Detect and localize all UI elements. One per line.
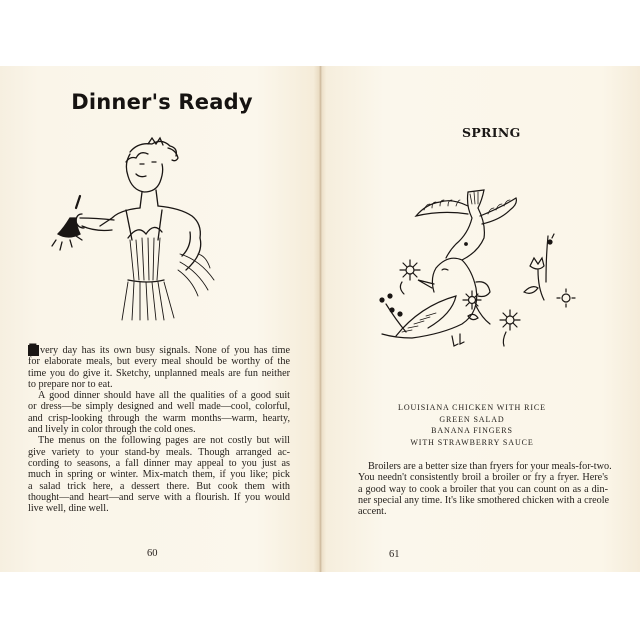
birds-and-flowers-illustration bbox=[372, 186, 582, 366]
flower-1 bbox=[400, 260, 420, 294]
paragraph: Broilers are a better size than fryers for your meals-for-two. You needn't consistently broil a broiler or fry a fryer. Here's a good way to cook a broiler that you can count on as a din- ner special any time. It's like smothered chicken with a creole accent. bbox=[358, 461, 612, 518]
woman-ringing-bell-illustration bbox=[30, 134, 270, 324]
flower-3 bbox=[500, 310, 520, 346]
flower-4 bbox=[524, 234, 575, 307]
recipe-intro-text bbox=[358, 461, 612, 518]
section-heading: SPRING bbox=[462, 125, 521, 140]
menu-item: BANANA FINGERS bbox=[431, 426, 513, 435]
menu-list bbox=[322, 402, 622, 448]
paragraph-1: E very day has its own busy signals. None of you has time for elaborate meals, but every meal should be worthy of the time you do give it. Sketchy, unplanned meals are fun neither to prepare nor to eat. bbox=[28, 342, 290, 390]
drop-cap: E bbox=[28, 342, 38, 358]
sprig-left bbox=[380, 294, 406, 332]
left-page bbox=[0, 66, 320, 572]
paragraph-3: The menus on the following pages are not costly but will give variety to your stand-by meals. Though arranged ac- cording to seasons, a fall dinner may appeal to you just as much in spring or winter. Mix-match them, if you like; pick a salad trick here, a dessert there. But cook them with thought—and heart—and serve with a flourish. If you would live well, dine well. bbox=[28, 435, 290, 515]
menu-item: WITH STRAWBERRY SAUCE bbox=[410, 437, 534, 447]
paragraph-2: A good dinner should have all the qualities of a good suit or dress—be simply designed and well made—cool, colorful, and crisp-looking through the warm months—warm, hearty, and lively in color through the cold ones. bbox=[28, 390, 290, 436]
open-book-spread bbox=[0, 66, 640, 572]
page-number-left: 60 bbox=[147, 548, 158, 559]
right-page bbox=[322, 66, 640, 572]
page-title: Dinner's Ready bbox=[71, 90, 253, 114]
intro-text bbox=[28, 344, 290, 514]
page-number-right: 61 bbox=[389, 549, 400, 560]
menu-item: LOUISIANA CHICKEN WITH RICE bbox=[398, 403, 546, 412]
menu-item: GREEN SALAD bbox=[439, 414, 505, 424]
